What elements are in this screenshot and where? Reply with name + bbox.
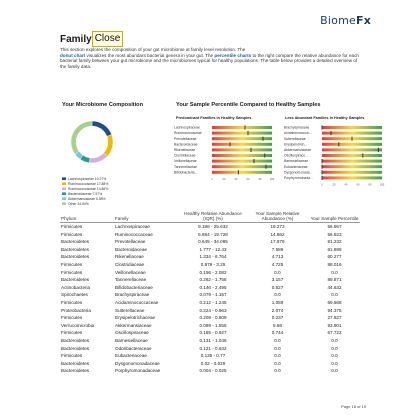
percentile-bar [212, 126, 272, 129]
family-table [60, 211, 360, 375]
table-cell: Erysipelotrichaceae [115, 315, 156, 321]
legend-label: Lachnospiraceae 19.27% [68, 177, 107, 181]
table-cell: Bifidobacteriaceae [115, 284, 153, 290]
table-cell: 0.089 - 1.556 [199, 322, 227, 328]
percentile-row-label: Veillonellaceae [174, 159, 197, 164]
table-cell: 2.074 [271, 307, 284, 313]
axis-tick-label: 20 [222, 177, 226, 181]
table-cell: 69.568 [327, 299, 342, 305]
page-title: Family [60, 33, 92, 45]
table-cell: 0.121 - 0.632 [199, 345, 227, 351]
legend-label: Akkermansiaceae 5.58% [68, 197, 106, 201]
table-row [60, 223, 360, 231]
table-cell: Veillonellaceae [115, 269, 146, 275]
table-cell: 4.713 [271, 254, 284, 260]
table-cell: 0.262 - 1.758 [199, 277, 227, 283]
table-cell: 1.334 - 6.764 [199, 254, 227, 260]
percentile-marker [266, 165, 267, 169]
table-cell: Tannerellaceae [115, 277, 147, 283]
table-cell: 0.156 - 2.082 [199, 269, 227, 275]
table-cell: 0.0 [274, 353, 281, 359]
donut-slice [104, 135, 113, 157]
table-cell: Ruminococcaceae [115, 231, 153, 237]
table-row [60, 360, 360, 368]
percentile-row-label: Rikenellaceae [174, 148, 196, 152]
table-row [60, 314, 360, 322]
table-cell: 0.0 [331, 360, 338, 366]
legend-swatch [62, 182, 66, 185]
table-cell: 19.273 [270, 224, 285, 229]
percentile-bar [212, 160, 272, 163]
table-cell: Verrucomicrobia [61, 322, 95, 328]
percentile-bar [322, 171, 382, 174]
table-cell: 56.923 [327, 231, 342, 237]
percentile-row-label: Dysgonomonada... [284, 170, 313, 175]
axis-tick-label: 40 [344, 183, 348, 187]
axis-tick-label: 100 [379, 183, 385, 187]
table-cell: Firmicutes [61, 269, 83, 275]
table-cell: 0.0 [331, 345, 338, 351]
percentile-marker [362, 153, 363, 157]
percentile-bar [322, 165, 382, 168]
percentile-chart-less-abundant [284, 124, 388, 194]
percentile-marker [378, 148, 379, 152]
table-cell: 0.0 [331, 292, 338, 298]
donut-slice [92, 121, 112, 136]
table-row [60, 231, 360, 239]
table-cell: 56.967 [327, 224, 342, 229]
table-cell: 88.016 [327, 261, 342, 267]
table-cell: 5.58 [273, 322, 282, 328]
table-cell: 27.827 [327, 315, 342, 321]
table-row [60, 352, 360, 360]
percentile-marker [251, 148, 252, 152]
table-cell: 88.871 [327, 277, 342, 283]
table-row [60, 291, 360, 299]
table-cell: 67.722 [327, 330, 342, 336]
table-row [60, 329, 360, 337]
table-cell: 17.879 [270, 239, 285, 245]
percentile-marker [245, 125, 246, 129]
intro-paragraph: This section explores the composition of your gut microbiome at family level resolution. The donut chart visualizes the most abundant bacterial genera in your gut. The percentile charts to the right compare the relative abundance for each bacterial family between your gut microbiome and the microbiomes typical for healthy populations. The table below provides a detailed overview of the family data. [60, 47, 359, 69]
table-row [60, 299, 360, 307]
legend-label: Ruminococcaceae 14.86% [68, 187, 109, 191]
percentile-bar [322, 176, 382, 179]
table-cell: Porphyromonadaceae [115, 368, 161, 374]
table-cell: 0.645 - 34.095 [198, 239, 228, 245]
percentile-row-label: Sutterellaceae [284, 136, 306, 141]
table-cell: Bacteroidetes [61, 345, 90, 351]
table-header-cell: Healthy Relative Abundance (IQR) (%) [180, 211, 246, 223]
table-cell: Bacteroidetes [61, 337, 90, 343]
table-cell: Bacteroidaceae [115, 246, 147, 252]
table-cell: 0.0 [331, 269, 338, 275]
table-cell: 1.777 - 12.43 [199, 246, 227, 252]
table-cell: Actinobacteria [61, 284, 91, 290]
table-cell: Bacteroidetes [61, 360, 90, 366]
percentile-bar [322, 148, 382, 151]
percentile-marker [322, 159, 323, 163]
percentile-bar [322, 143, 382, 146]
table-cell: 0.0 [331, 353, 338, 359]
percentile-row-label: Tannerellaceae [174, 164, 197, 169]
axis-tick-label: 80 [258, 177, 262, 181]
axis-tick-label: 60 [246, 177, 250, 181]
table-cell: Bacteroidetes [61, 277, 90, 283]
table-header-cell: Your Sample Relative Abundance (%) [246, 211, 309, 223]
table-cell: 0.185 - 0.927 [199, 330, 227, 336]
table-row [60, 269, 360, 277]
table-cell: Spirochaetes [61, 292, 88, 298]
percentile-marker [263, 137, 264, 141]
table-cell: 0.224 - 0.963 [199, 307, 227, 313]
table-cell: 94.375 [327, 307, 342, 313]
table-cell: Firmicutes [61, 231, 83, 237]
table-header-row [60, 211, 360, 223]
percentile-marker [322, 170, 323, 174]
percentile-chart-predominant [174, 124, 278, 194]
legend-swatch [62, 187, 66, 190]
composition-title: Your Microbiome Composition [62, 102, 144, 108]
percentile-marker [322, 165, 323, 169]
table-row [60, 307, 360, 315]
table-cell: 0.0 [331, 337, 338, 343]
table-cell: 81.232 [327, 239, 342, 245]
table-cell: Lachnospiraceae [115, 224, 150, 229]
table-cell: Barnesiellaceae [115, 337, 148, 343]
table-row [60, 284, 360, 292]
table-cell: Bacteroidetes [61, 368, 90, 374]
percentile-row-label: Oscillospirace... [284, 153, 308, 158]
table-cell: 4.725 [271, 261, 284, 267]
table-cell: 0.744 [271, 330, 284, 336]
legend-label: Ruminococcaceae 17.88% [68, 182, 109, 186]
table-cell: 0.0 [274, 292, 281, 298]
table-cell: Proteobacteria [61, 307, 91, 313]
table-row [60, 261, 360, 269]
table-cell: 0.527 [271, 284, 284, 290]
percentile-title: Your Sample Percentile Compared to Healthy Samples [176, 102, 321, 108]
table-cell: Odoribacteraceae [115, 345, 152, 351]
percentile-row-label: Porphyromonada... [284, 176, 313, 180]
percentile-row-label: Barnesiellaceae [284, 159, 309, 164]
legend-swatch [62, 197, 66, 200]
table-cell: Firmicutes [61, 315, 83, 321]
section-header [60, 31, 123, 47]
percentile-row-label: Akkermansiaceae [284, 148, 311, 152]
table-cell: 0.209 - 0.609 [199, 315, 227, 321]
percentile-marker [254, 159, 255, 163]
table-row [60, 276, 360, 284]
table-cell: Sutterellaceae [115, 307, 145, 313]
table-cell: 0.0 [274, 337, 281, 343]
less-abundant-subtitle: Less Abundant Families in Healthy Samples [285, 116, 365, 120]
percentile-marker [331, 131, 332, 135]
donut-slice [71, 121, 92, 154]
percentile-row-label: Eubacteriaceae [284, 164, 308, 169]
brand-logo: BiomeFx [320, 14, 371, 27]
legend-swatch [62, 202, 66, 205]
percentile-row-label: Bacteroidaceae [174, 142, 198, 147]
percentile-row-label: Ruminococcaceae [174, 131, 202, 136]
table-cell: 60.277 [327, 254, 342, 260]
percentile-row-label: Erysipelotrich... [284, 142, 308, 147]
legend-swatch [62, 192, 66, 195]
percentile-row-label: Prevotellaceae [174, 136, 197, 141]
composition-donut-chart [62, 112, 162, 212]
legend-label: Bacteroidaceae 7.57% [68, 192, 103, 196]
table-cell: 0.131 - 1.046 [199, 337, 227, 343]
axis-tick-label: 0 [321, 183, 323, 187]
table-cell: 0.079 - 1.157 [199, 292, 227, 298]
table-cell: Firmicutes [61, 299, 83, 305]
table-cell: 0.135 - 0.77 [200, 353, 226, 359]
close-button[interactable]: Close [92, 31, 124, 47]
percentile-marker [264, 153, 265, 157]
table-row [60, 337, 360, 345]
percentile-marker [322, 125, 323, 129]
percentile-marker [338, 142, 339, 146]
table-cell: Bacteroidetes [61, 254, 90, 260]
table-cell: Eubacteriaceae [115, 353, 147, 359]
percentile-marker [248, 131, 249, 135]
table-cell: 0.237 [271, 315, 284, 321]
axis-tick-label: 100 [269, 177, 275, 181]
percentile-charts-link[interactable]: percentile charts [214, 52, 252, 58]
table-cell: 0.004 - 0.025 [199, 368, 227, 374]
table-cell: Rikenellaceae [115, 254, 144, 260]
percentile-bar [322, 126, 382, 129]
percentile-row-label: Clostridiaceae [174, 153, 196, 158]
table-cell: Bacteroidetes [61, 246, 90, 252]
table-header-cell: Family [114, 211, 180, 223]
table-cell: Firmicutes [61, 224, 83, 229]
percentile-marker [322, 176, 323, 180]
table-row [60, 246, 360, 254]
table-cell: Firmicutes [61, 353, 83, 359]
table-cell: Akkermansiaceae [115, 322, 152, 328]
table-cell: 0.02 - 0.029 [200, 360, 226, 366]
percentile-bar [212, 143, 272, 146]
percentile-row-label: Bifidobacteria... [174, 170, 198, 175]
table-cell: 0.0 [274, 269, 281, 275]
table-cell: Acidaminococcaceae [115, 299, 159, 305]
percentile-bar [322, 154, 382, 157]
table-cell: 0.146 - 2.495 [199, 284, 227, 290]
table-cell: Brachyspiraceae [115, 292, 150, 298]
donut-chart-link[interactable]: donut chart [60, 52, 86, 58]
table-cell: 3.157 [271, 277, 284, 283]
page-number: Page 18 of 19 [341, 404, 366, 409]
predominant-subtitle: Predominant Families in Healthy Samples [176, 116, 252, 120]
table-cell: Oscillospiraceae [115, 330, 149, 336]
table-cell: 0.212 - 1.245 [199, 299, 227, 305]
axis-tick-label: 0 [211, 177, 213, 181]
table-cell: 9.186 - 25.632 [198, 224, 228, 229]
table-cell: 7.589 [271, 246, 284, 252]
axis-tick-label: 60 [356, 183, 360, 187]
table-cell: Firmicutes [61, 261, 83, 267]
percentile-bar [322, 160, 382, 163]
table-cell: 0.0 [274, 345, 281, 351]
axis-tick-label: 20 [332, 183, 336, 187]
table-row [60, 253, 360, 261]
percentile-bar [212, 171, 272, 174]
axis-tick-label: 40 [234, 177, 238, 181]
percentile-marker [352, 137, 353, 141]
table-cell: 0.0 [274, 368, 281, 374]
percentile-marker [238, 170, 239, 174]
table-cell: 0.879 - 3.25 [200, 261, 226, 267]
legend-label: Other 34.84% [68, 202, 89, 206]
percentile-bar [212, 165, 272, 168]
table-cell: Clostridiaceae [115, 261, 145, 267]
legend-swatch [62, 177, 66, 180]
table-cell: 0.0 [331, 368, 338, 374]
table-cell: 14.862 [270, 231, 285, 237]
table-cell: 0.0 [274, 360, 281, 366]
table-header-cell: Phylum [60, 211, 114, 223]
table-row [60, 322, 360, 330]
percentile-row-label: Brachyspiraceae [284, 125, 310, 130]
table-row [60, 367, 360, 375]
axis-tick-label: 80 [368, 183, 372, 187]
table-cell: 44.632 [327, 284, 342, 290]
donut-slice [89, 153, 107, 163]
table-cell: Bacteroidetes [61, 239, 90, 245]
table-header-cell: Your Sample Percentile [309, 211, 360, 223]
table-row [60, 238, 360, 246]
percentile-bar [212, 148, 272, 151]
table-cell: 1.089 [271, 299, 284, 305]
table-cell: Prevotellaceae [115, 239, 146, 245]
percentile-row-label: Acidaminococca... [284, 131, 312, 136]
percentile-bar [212, 132, 272, 135]
table-cell: 61.888 [327, 246, 342, 252]
percentile-row-label: Lachnospiraceae [174, 125, 200, 130]
table-cell: 6.684 - 19.728 [198, 231, 228, 237]
table-row [60, 345, 360, 353]
table-cell: Dysgonomonadaceae [115, 360, 160, 366]
table-cell: 93.901 [327, 322, 342, 328]
table-cell: Firmicutes [61, 330, 83, 336]
percentile-marker [230, 142, 231, 146]
percentile-bar [212, 154, 272, 157]
